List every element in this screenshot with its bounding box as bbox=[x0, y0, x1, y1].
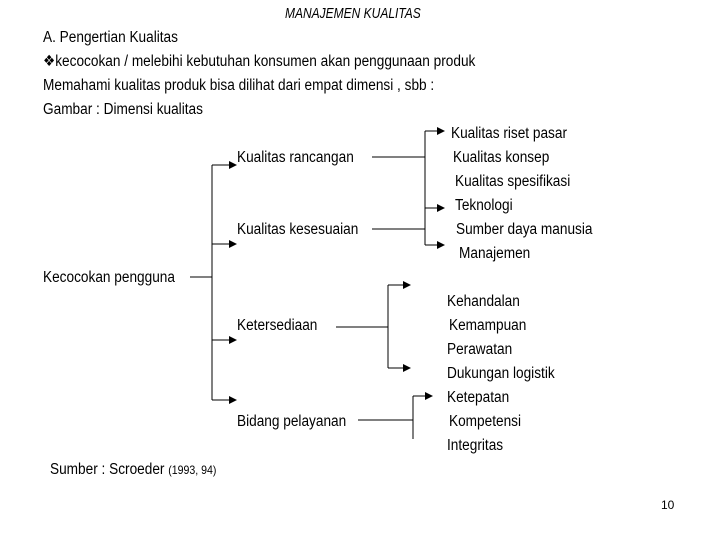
design-factor-label: Sumber daya manusia bbox=[456, 221, 593, 238]
availability-factor-label: Kemampuan bbox=[449, 317, 527, 334]
source-citation bbox=[50, 461, 216, 479]
dimension-label: Kualitas kesesuaian bbox=[237, 221, 359, 238]
service-factor-label: Integritas bbox=[447, 437, 504, 454]
diamond-bullet-icon: ❖ bbox=[43, 53, 56, 70]
source-detail: (1993, 94) bbox=[168, 463, 217, 477]
bullet-text: kecocokan / melebihi kebutuhan konsumen akan penggunaan produk bbox=[55, 53, 476, 70]
availability-factor-label: Kehandalan bbox=[447, 293, 520, 310]
root-node-label: Kecocokan pengguna bbox=[43, 269, 175, 286]
availability-factor-label: Dukungan logistik bbox=[447, 365, 555, 382]
design-factor-label: Teknologi bbox=[455, 197, 513, 214]
service-factor-label: Kompetensi bbox=[449, 413, 522, 430]
design-factor-label: Manajemen bbox=[459, 245, 531, 262]
availability-factor-label: Perawatan bbox=[447, 341, 513, 358]
source-label: Sumber : Scroeder bbox=[50, 461, 169, 478]
section-heading: A. Pengertian Kualitas bbox=[43, 29, 178, 46]
page-number: 10 bbox=[661, 498, 675, 512]
design-factor-label: Kualitas konsep bbox=[453, 149, 550, 166]
slide-title: MANAJEMEN KUALITAS bbox=[285, 5, 421, 22]
design-factor-label: Kualitas riset pasar bbox=[451, 125, 567, 142]
figure-caption: Gambar : Dimensi kualitas bbox=[43, 101, 203, 118]
design-factor-label: Kualitas spesifikasi bbox=[455, 173, 571, 190]
dimension-label: Kualitas rancangan bbox=[237, 149, 354, 166]
intro-line: Memahami kualitas produk bisa dilihat dari empat dimensi , sbb : bbox=[43, 77, 435, 94]
dimension-label: Bidang pelayanan bbox=[237, 413, 347, 430]
service-factor-label: Ketepatan bbox=[447, 389, 510, 406]
dimension-label: Ketersediaan bbox=[237, 317, 318, 334]
